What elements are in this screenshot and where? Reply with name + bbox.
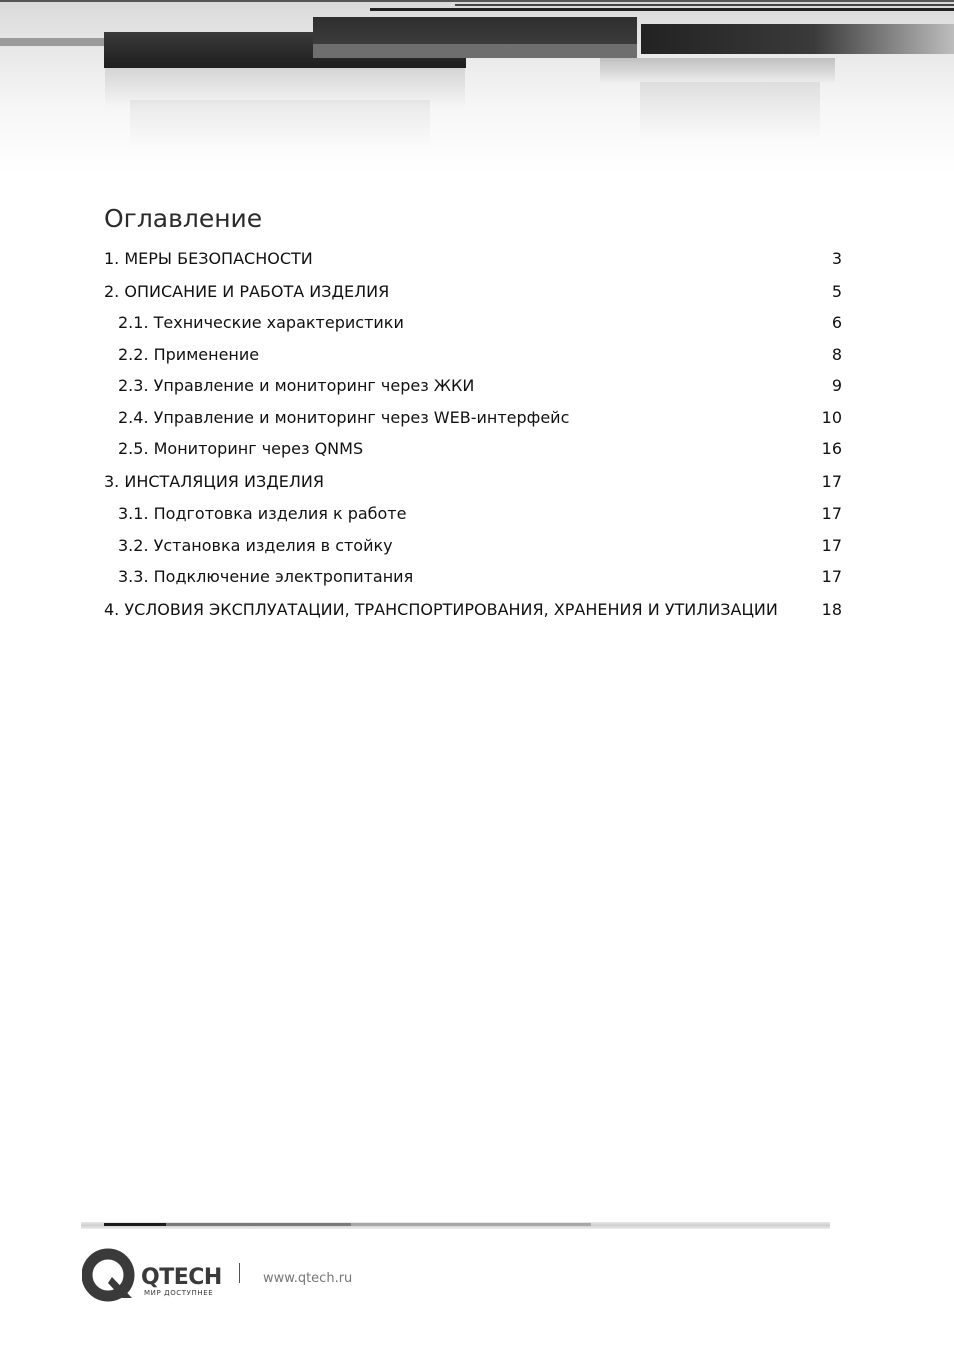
- toc-title: Оглавление: [104, 204, 263, 233]
- toc-entry-label: 2.4. Управление и мониторинг через WEB-интерфейс: [118, 407, 570, 427]
- toc-entry-label: 2.1. Технические характеристики: [118, 313, 404, 332]
- logo-name: QTECH: [141, 1265, 222, 1290]
- toc-entry-page: 17: [821, 472, 842, 491]
- footer-divider: [81, 1222, 830, 1229]
- toc-entry-page: 6: [831, 313, 842, 332]
- toc-entry[interactable]: [104, 535, 842, 567]
- toc-entry-label: 2.3. Управление и мониторинг через ЖКИ: [118, 376, 475, 395]
- site-url-link[interactable]: www.qtech.ru: [263, 1271, 353, 1286]
- toc-entry-label: 2. ОПИСАНИЕ И РАБОТА ИЗДЕЛИЯ: [104, 282, 390, 301]
- toc-entry[interactable]: [104, 566, 842, 599]
- toc-entry[interactable]: [104, 438, 842, 471]
- toc-entry[interactable]: [104, 375, 842, 407]
- toc-entry-label: 2.2. Применение: [118, 344, 260, 364]
- toc-entry-label: 2.5. Мониторинг через QNMS: [118, 439, 364, 458]
- toc-entry-page: 9: [831, 376, 842, 395]
- table-of-contents: [104, 200, 842, 632]
- toc-entry-page: 5: [831, 282, 842, 301]
- toc-entry-page: 8: [831, 344, 842, 364]
- toc-entry[interactable]: [104, 344, 842, 376]
- logo-divider: [239, 1263, 240, 1283]
- toc-entry-label: 4. УСЛОВИЯ ЭКСПЛУАТАЦИИ, ТРАНСПОРТИРОВАНИЯ, ХРАНЕНИЯ И УТИЛИЗАЦИИ: [104, 600, 778, 619]
- toc-entry[interactable]: [104, 503, 842, 535]
- toc-entry-page: 16: [821, 439, 842, 458]
- toc-entry-label: 3. ИНСТАЛЯЦИЯ ИЗДЕЛИЯ: [104, 472, 324, 491]
- toc-entry[interactable]: [104, 312, 842, 344]
- logo-tagline: МИР ДОСТУПНЕЕ: [144, 1289, 214, 1297]
- toc-entry-page: 17: [821, 567, 842, 586]
- toc-entry[interactable]: [104, 407, 842, 439]
- toc-entry-page: 17: [821, 504, 842, 523]
- toc-entry[interactable]: [104, 471, 842, 503]
- toc-entry-label: 3.1. Подготовка изделия к работе: [118, 504, 407, 523]
- toc-entry[interactable]: [104, 281, 842, 312]
- toc-entry-page: 18: [821, 600, 842, 619]
- qtech-logo: [82, 1246, 242, 1306]
- toc-entry[interactable]: [104, 599, 842, 632]
- toc-entry-page: 17: [821, 535, 842, 555]
- toc-entry-page: 10: [821, 407, 842, 427]
- toc-entry-label: 1. МЕРЫ БЕЗОПАСНОСТИ: [104, 249, 313, 268]
- toc-entry-page: 3: [831, 249, 842, 268]
- toc-entry[interactable]: [104, 248, 842, 281]
- header-decoration: [0, 0, 954, 175]
- toc-entry-label: 3.2. Установка изделия в стойку: [118, 535, 393, 555]
- toc-entry-label: 3.3. Подключение электропитания: [118, 567, 414, 586]
- qtech-q-logo-icon: [87, 1254, 132, 1298]
